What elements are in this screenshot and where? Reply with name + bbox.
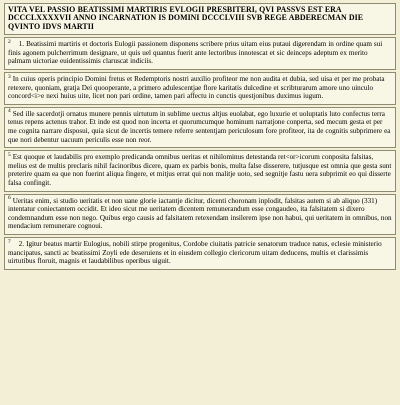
document-title: VITA VEL PASSIO BEATISSIMI MARTIRIS EVLOGII PRESBITERI, QVI PASSVS EST ERA DCCCLXXXXVII ANNO INCARNATION IS DOMINI DCCCLVIII SVB REGE ABDERECMAN DIE QVINTO IDVS MARTII bbox=[8, 5, 364, 31]
passage-table bbox=[2, 1, 398, 272]
chapter-number: 1. bbox=[18, 40, 25, 49]
paragraph-text: Beatissimi martiris et doctoris Eulogii passionem disponens scribere prius uitam eius putaui digerendam in ordine quam sui finis agonem pulcherrimum designare, ut quis uel quantus fuerit ante lectoribus innotescat et sic deinceps adeptum ex merito palmam uictoriae euidentissimis claruscat indiciis. bbox=[8, 40, 383, 66]
paragraph-number: 7 bbox=[8, 238, 11, 245]
paragraph-text: Ueritas enim, si studio ueritatis et non uane glorie iactantje dicitur, dicenti choronam inplodit, falsitas autem si ab aliquo (331) intentatur coniectantem occidit. Et ideo sicut me ueritatem dicentem remunerandum esse congaudeo, ita falsitatem si dixero condemnandum esse non nego. Quibus ergo causis ad falsitatem retexendam insilerem ipse non habui, qui ueritatem in omnibus, non mendacium remunerare cognoui. bbox=[8, 196, 392, 231]
passage-row bbox=[4, 237, 396, 270]
passage-cell bbox=[4, 72, 396, 105]
passage-row bbox=[4, 194, 396, 235]
paragraph-text: Est quoque et laudabilis pro exemplo predicanda omnibus ueritas et nihilominus detestanda ret<or>icorum conposita falsitas, melius est de multis preclaris nihil facinoribus dicere, quam ex parbis bonis, multa false disserere, tutjusque est omnia que gesta sunt preterire quam ea que non fuerint aliqua fingere, et mitjus errat qui non malitje uoto, sed segnitje fastu uera subprimit eo qui disserte falsa confingit. bbox=[8, 153, 392, 187]
paragraph-number: 5 bbox=[8, 151, 11, 158]
chapter-number: 2. bbox=[18, 239, 25, 248]
paragraph-number: 6 bbox=[8, 195, 11, 202]
paragraph-number: 4 bbox=[8, 108, 11, 115]
title-row bbox=[4, 3, 396, 35]
passage-row bbox=[4, 72, 396, 105]
passage-row bbox=[4, 150, 396, 191]
paragraph-text: Sed ille sacerdotji ornatus munere pennis uirtutum in sublime uectus altjus euolabat, ego luxurie et uoluptatis luto confectus terra tenus repens actenus trahor. Et inde est quod non incerta et quorumcumque hominum narratjone conperta, sed mecum gesta et per me cognita narrare disposui, quia sicut de incertis temere referre sententjam periculosum fore profiteor, ita de cognitis subprimere ea que nori debentur uacuum periculis esse non reor. bbox=[8, 109, 391, 144]
paragraph-text: Igitur beatus martir Eulogius, nobili stirpe progenitus, Cordobe ciuitatis patricie senatorum traduce natus, eclesie ministerio mancipatus, sancti ac beatissimi Zoyli ede deseruiens et in eiusdem collegio clericorum uitam deducens, multis et clarissimis uirtutibus floruit, magnis et laudabilibus operibus uiguit. bbox=[8, 239, 382, 266]
passage-cell bbox=[4, 37, 396, 70]
paragraph-number: 3 bbox=[8, 73, 11, 80]
title-cell bbox=[4, 3, 396, 35]
passage-cell bbox=[4, 194, 396, 235]
passage-cell bbox=[4, 237, 396, 270]
paragraph-number: 2 bbox=[8, 38, 11, 45]
passage-cell bbox=[4, 107, 396, 148]
passage-row bbox=[4, 37, 396, 70]
paragraph-text: In cuius operis principio Domini fretus et Redemptoris nostri auxilio profiteor me non audita et dubia, sed uisa et per me probata retexere, quoniam, gratja Dei quooperante, a primero adulescentjae flore karitatis dulcedine et scribturarum amore uno uinculo concord<i>e nexi huius uite, licet non pari ordine, tamen pari affectu in cunctis questjonibus duximus iugum. bbox=[8, 75, 385, 101]
passage-cell bbox=[4, 150, 396, 191]
passage-row bbox=[4, 107, 396, 148]
